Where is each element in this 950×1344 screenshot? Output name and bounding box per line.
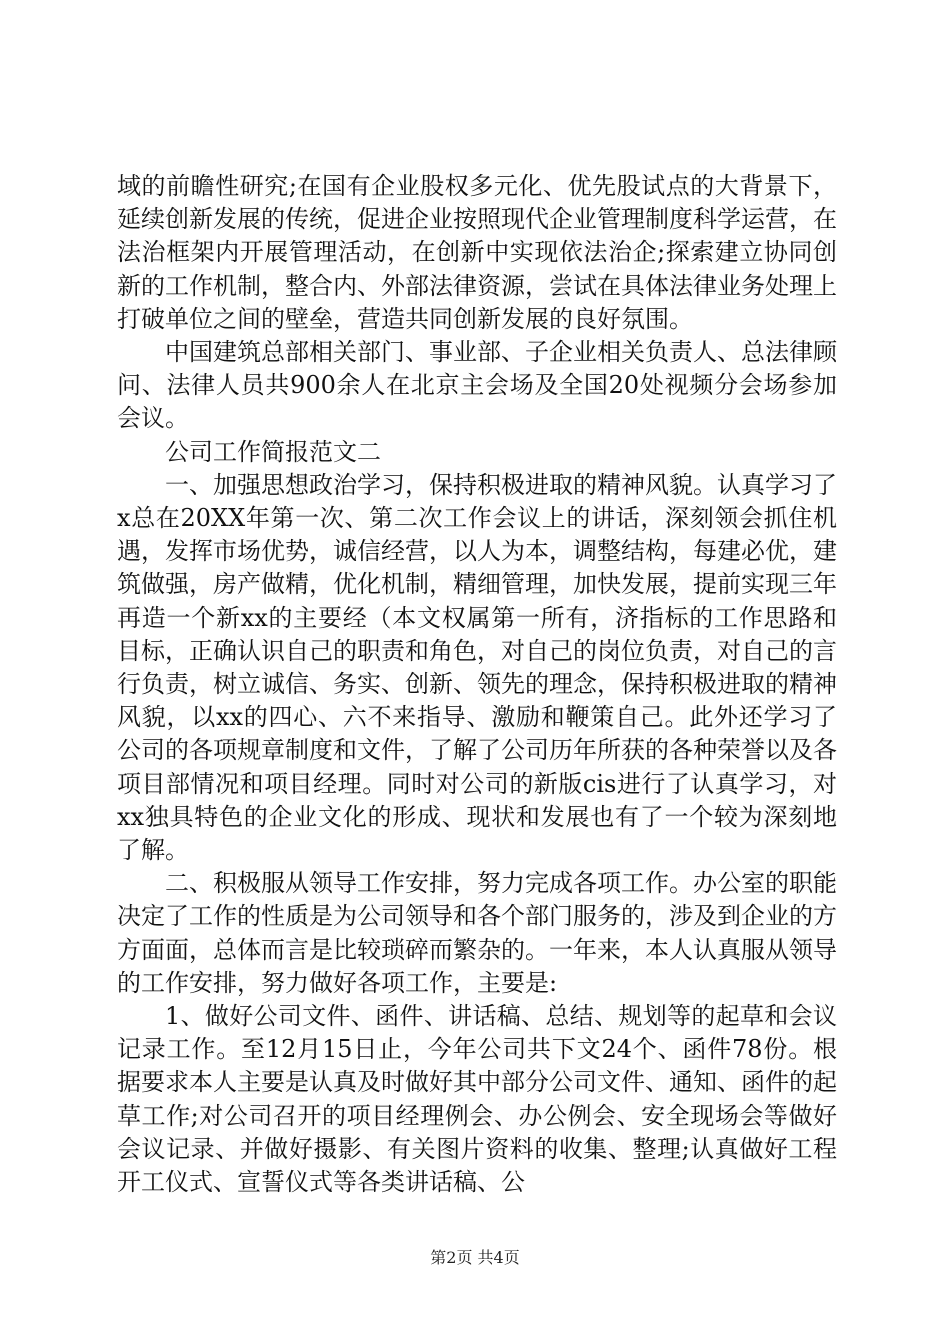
paragraph-2: 中国建筑总部相关部门、事业部、子企业相关负责人、总法律顾问、法律人员共900余人在北京主会场及全国20处视频分会场参加会议。 — [117, 338, 837, 433]
document-body — [117, 170, 837, 1199]
page-number-footer: 第2页 共4页 — [430, 1248, 520, 1267]
paragraph-5: 1、做好公司文件、函件、讲话稿、总结、规划等的起草和会议记录工作。至12月15日止，今年公司共下文24个、函件78份。根据要求本人主要是认真及时做好其中部分公司文件、通知、函件的起草工作;对公司召开的项目经理例会、办公例会、安全现场会等做好会议记录、并做好摄影、有关图片资料的收集、整理;认真做好工程开工仪式、宣誓仪式等各类讲话稿、公 — [117, 1002, 837, 1197]
paragraph-3: 一、加强思想政治学习，保持积极进取的精神风貌。认真学习了x总在20XX年第一次、第二次工作会议上的讲话，深刻领会抓住机遇，发挥市场优势，诚信经营，以人为本，调整结构，每建必优，建筑做强，房产做精，优化机制，精细管理，加快发展，提前实现三年再造一个新xx的主要经（本文权属第一所有，济指标的工作思路和目标，正确认识自己的职责和角色，对自己的岗位负责，对自己的言行负责，树立诚信、务实、创新、领先的理念，保持积极进取的精神风貌，以xx的四心、六不来指导、激励和鞭策自己。此外还学习了公司的各项规章制度和文件，了解了公司历年所获的各种荣誉以及各项目部情况和项目经理。同时对公司的新版cis进行了认真学习，对xx独具特色的企业文化的形成、现状和发展也有了一个较为深刻地了解。 — [117, 470, 837, 865]
paragraph-1: 域的前瞻性研究;在国有企业股权多元化、优先股试点的大背景下，延续创新发展的传统，促进企业按照现代企业管理制度科学运营，在法治框架内开展管理活动，在创新中实现依法治企;探索建立协同创新的工作机制，整合内、外部法律资源，尝试在具体法律业务处理上打破单位之间的壁垒，营造共同创新发展的良好氛围。 — [117, 172, 837, 333]
paragraph-4: 二、积极服从领导工作安排，努力完成各项工作。办公室的职能决定了工作的性质是为公司领导和各个部门服务的，涉及到企业的方方面面，总体而言是比较琐碎而繁杂的。一年来，本人认真服从领导的工作安排，努力做好各项工作，主要是: — [117, 869, 837, 997]
section-heading: 公司工作简报范文二 — [165, 437, 381, 466]
